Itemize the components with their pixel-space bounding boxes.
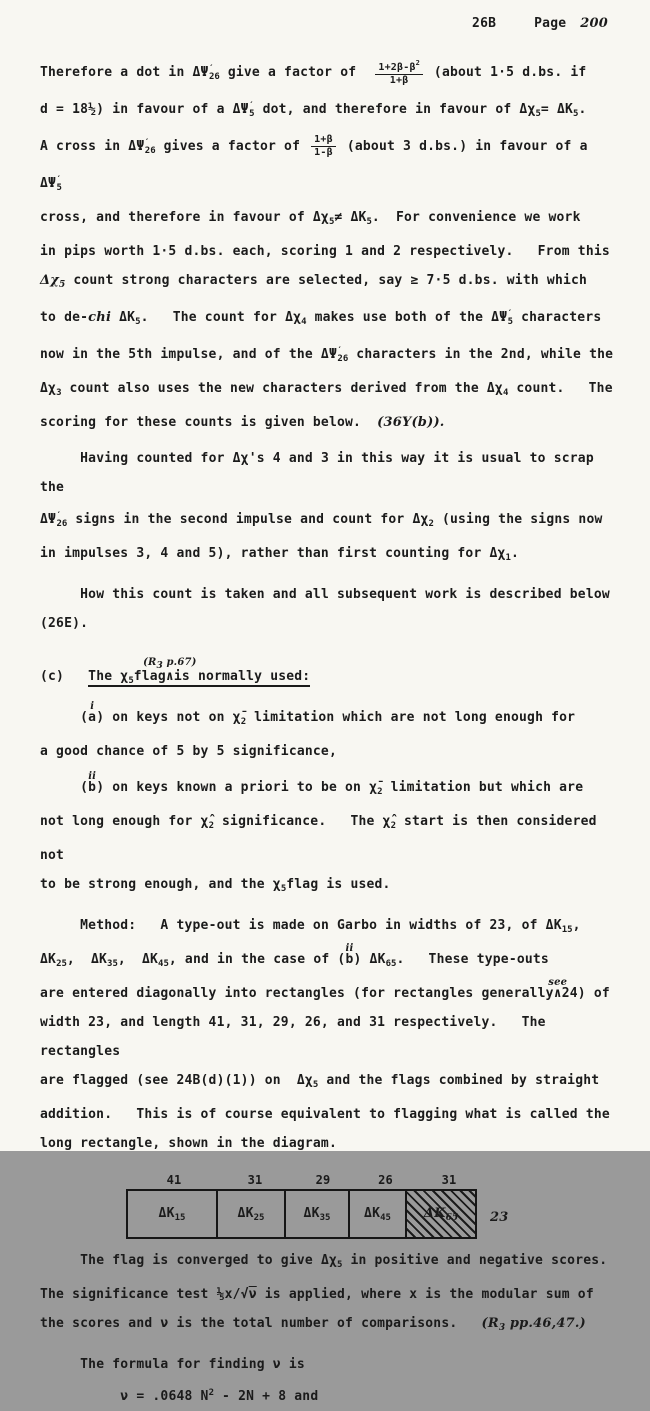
list-item-ii	[40, 770, 620, 904]
diagram-cell-label: $\Delta K_{45}$	[364, 1205, 391, 1223]
diagram-cell-label: $\Delta K_{25}$	[237, 1205, 265, 1223]
text-line: in impulses 3, 4 and 5), rather than first counting for $\Delta\chi_1$.	[40, 546, 519, 563]
text-line: long rectangle, shown in the diagram.	[40, 1136, 337, 1151]
text-line: to be strong enough, and the $\chi_5flag$ is used.	[40, 877, 391, 894]
para-method	[40, 911, 620, 1158]
diagram-width-labels	[126, 1172, 483, 1189]
text-line: the scores and ν is the total number of comparisons. ($R_3$ pp.46,47.)	[40, 1316, 586, 1333]
text-line: The flag is converged to give $\Delta\chi_5$ in positive and negative scores.	[40, 1253, 608, 1270]
text-line: A cross in $\Delta\Psi'_{26}$ gives a factor of $\frac{1+\beta}{1-\beta}$ (about 3 d.bs.) in favour of a $\Delta\Psi'_5$	[40, 134, 604, 193]
page-label	[534, 16, 608, 31]
fraction: $\frac{1+\beta}{1-\beta}$	[311, 135, 336, 158]
diagram-dimension-label: 31	[247, 1173, 263, 1187]
text-line: to de-chi $\Delta K_5$. The count for $\Delta\chi_4$ makes use both of the $\Delta\Psi'_5$ characters	[40, 309, 602, 327]
para-psi26-factors	[40, 55, 620, 437]
text-line: d = 18½) in favour of a $\Delta\Psi'_5$ dot, and therefore in favour of $\Delta\chi_5= \Delta K_5$.	[40, 101, 587, 119]
hand-annotation-anchor: ii b	[345, 942, 354, 967]
text-line: (c) The $\chi_5flag$ ($R_3$ p.67) ∧is normally used:	[40, 662, 620, 696]
handwritten-text: ($R_3$ pp.46,47.)	[481, 1316, 586, 1333]
text-line: $\Delta\chi_3$ count also uses the new characters derived from the $\Delta\chi_4$ count. The	[40, 381, 613, 398]
diagram-dimension-label: 41	[166, 1173, 182, 1187]
text-line: scoring for these counts is given below. (36Y(b)).	[40, 415, 445, 430]
text-line: not long enough for $\chî_2$ significance. The $\chî_2$ start is then considered not	[40, 814, 605, 863]
list-item-i	[40, 700, 620, 766]
text-line: ( i a) on keys not on $\chī_2$ limitation which are not long enough for	[40, 703, 620, 737]
text-line: are flagged (see 24B(d)(1)) on $\Delta\chi_5$ and the flags combined by straight	[40, 1073, 600, 1090]
page-header	[40, 16, 620, 31]
hand-annotation-anchor: ($R_3$ p.67) ∧	[143, 656, 197, 684]
page-number-handwritten: 200	[580, 16, 608, 31]
text-line: in pips worth 1·5 d.bs. each, scoring 1 and 2 respectively. From this	[40, 244, 610, 259]
diagram-cell-label: $\Delta K_{15}$	[158, 1205, 186, 1223]
diagram-dimension-label: 29	[315, 1173, 331, 1187]
diagram-cell	[128, 1191, 218, 1237]
text-line: ν = .0648 $N^2 - 2N + 8$ and	[40, 1388, 319, 1404]
handwritten-annotation: see	[548, 976, 568, 988]
heading-chi5-flag	[40, 656, 620, 696]
text-line: $\Delta K_{25}$, $\Delta K_{35}$, $\Delta K_{45}$, and in the case of ( ii b) $\Delta K_{65}$. These type-outs	[40, 945, 620, 979]
underlined-heading-text: The $\chi_5flag$ ($R_3$ p.67) ∧is normally used:	[88, 669, 310, 687]
hand-annotation-anchor: i a	[88, 700, 97, 725]
para-flag-converged	[40, 1246, 620, 1343]
text-line: The significance test ⅕x/√ν is applied, where x is the modular sum of	[40, 1287, 594, 1302]
text-line: Having counted for Δχ's 4 and 3 in this way it is usual to scrap the	[40, 451, 602, 495]
text-line: ( ii b) on keys known a priori to be on $\chī_2$ limitation but which are	[40, 773, 620, 807]
text-line: Method: A type-out is made on Garbo in widths of 23, of $\Delta K_{15}$,	[40, 918, 581, 935]
hand-annotation-anchor: see ∧	[548, 976, 568, 1001]
text-line: cross, and therefore in favour of $\Delta\chi_5\ne \Delta K_5$. For convenience we work	[40, 210, 581, 227]
long-rectangle-diagram	[126, 1172, 509, 1239]
diagram-cell	[286, 1191, 350, 1237]
diagram-dimension-label: 31	[441, 1173, 457, 1187]
para-formula	[40, 1350, 620, 1411]
section-ref: 26B	[472, 16, 497, 31]
long-rectangle	[126, 1189, 477, 1239]
fraction: $\frac{1+2\beta-\beta^2}{1+\beta}$	[375, 60, 423, 86]
text-line: are entered diagonally into rectangles (for rectangles generally see ∧24) of	[40, 979, 620, 1008]
handwritten-text: $\Delta\chi_5$	[40, 273, 66, 290]
diagram-cell	[350, 1191, 407, 1237]
text-line: How this count is taken and all subsequent work is described below (26E).	[40, 587, 618, 631]
text-line: Therefore a dot in $\Delta\Psi'_{26}$ give a factor of $\frac{1+2\beta-\beta^2}{1+\beta}$ (about 1·5 d.bs. if	[40, 58, 587, 86]
handwritten-annotation: ii	[88, 770, 97, 782]
text-line: addition. This is of course equivalent to flagging what is called the	[40, 1107, 610, 1122]
diagram-cell	[218, 1191, 286, 1237]
diagram-cell	[407, 1191, 475, 1237]
diagram-cell-label: $\Delta K_{65}$	[423, 1205, 459, 1223]
diagram-height-label: 23	[490, 1209, 509, 1225]
handwritten-text: (36Y(b)).	[377, 415, 445, 430]
handwritten-annotation: ii	[345, 942, 354, 954]
para-how-count-taken	[40, 580, 620, 638]
document-body	[40, 55, 620, 1411]
text-line: now in the 5th impulse, and of the $\Delta\Psi'_{26}$ characters in the 2nd, while the	[40, 346, 614, 364]
text-line: The formula for finding ν is	[40, 1357, 305, 1372]
handwritten-annotation: i	[90, 700, 95, 712]
text-line: a good chance of 5 by 5 significance,	[40, 744, 337, 759]
handwritten-text: chi	[88, 310, 112, 325]
text-line: $\Delta\chi_5$ count strong characters are selected, say ≥ 7·5 d.bs. with which	[40, 273, 588, 290]
text-line: $\Delta\Psi'_{26}$ signs in the second impulse and count for $\Delta\chi_2$ (using the signs now	[40, 511, 603, 529]
hand-annotation-anchor: ii b	[88, 770, 97, 795]
handwritten-annotation: ($R_3$ p.67)	[143, 656, 197, 671]
page-word: Page	[534, 16, 567, 31]
diagram-dimension-label: 26	[378, 1173, 393, 1187]
diagram-cell-label: $\Delta K_{35}$	[303, 1205, 331, 1223]
text-line: width 23, and length 41, 31, 29, 26, and 31 respectively. The rectangles	[40, 1015, 554, 1059]
para-having-counted	[40, 444, 620, 573]
